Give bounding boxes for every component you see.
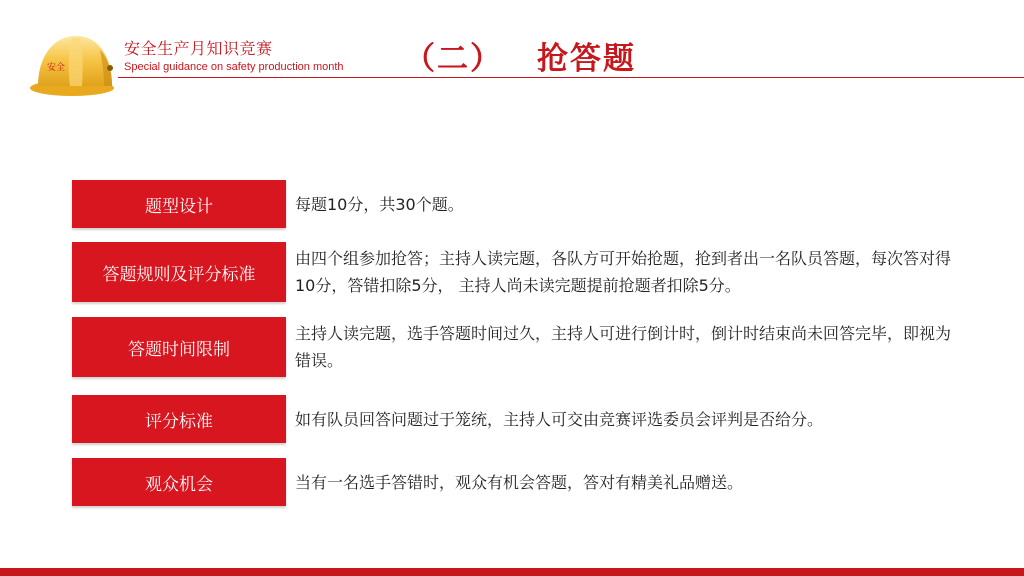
rule-row <box>72 317 972 377</box>
rule-label: 观众机会 <box>72 458 286 506</box>
rule-row <box>72 458 972 506</box>
rule-row <box>72 242 972 302</box>
rule-text: 主持人读完题，选手答题时间过久，主持人可进行倒计时，倒计时结束尚未回答完毕，即视为错误。 <box>295 324 952 370</box>
title-text: 抢答题 <box>537 41 636 77</box>
brand-title: 安全生产月知识竞赛 <box>124 39 273 58</box>
helmet-badge: 安全 <box>46 63 66 73</box>
section-number: （二） <box>404 41 503 77</box>
header <box>0 0 1024 100</box>
rule-row <box>72 395 972 443</box>
rule-text: 由四个组参加抢答；主持人读完题，各队方可开始抢题，抢到者出一名队员答题，每次答对得10分，答错扣除5分， 主持人尚未读完题提前抢题者扣除5分。 <box>295 249 952 295</box>
rule-label: 答题规则及评分标准 <box>72 242 286 302</box>
brand-subtitle: Special guidance on safety production month <box>124 61 344 73</box>
rule-label: 答题时间限制 <box>72 317 286 377</box>
rule-label: 题型设计 <box>72 180 286 228</box>
page-title <box>404 33 636 78</box>
rule-label: 评分标准 <box>72 395 286 443</box>
footer-bar <box>0 568 1024 576</box>
rule-row <box>72 180 972 228</box>
rule-text: 当有一名选手答错时，观众有机会答题，答对有精美礼品赠送。 <box>295 472 744 492</box>
safety-helmet-icon <box>28 28 120 98</box>
rule-text: 如有队员回答问题过于笼统，主持人可交由竞赛评选委员会评判是否给分。 <box>295 409 824 429</box>
rule-text: 每题10分，共30个题。 <box>295 194 464 214</box>
